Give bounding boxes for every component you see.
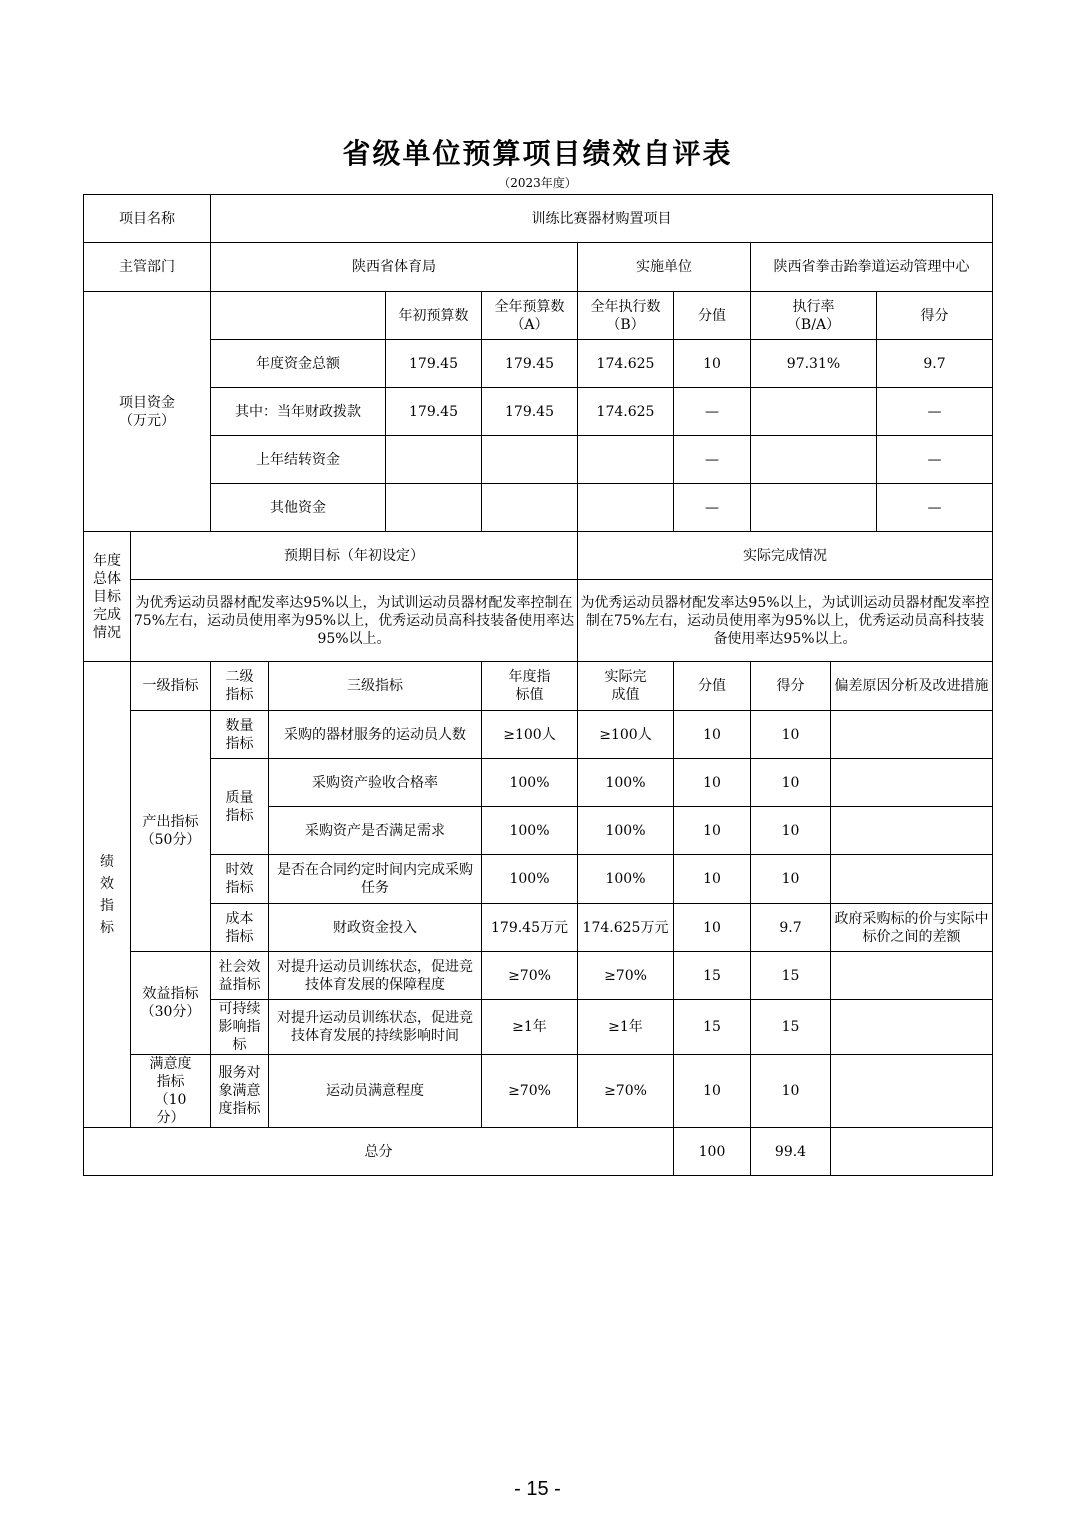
deviation-note — [831, 711, 993, 759]
funds-score-value: — — [674, 436, 751, 484]
goal-label: 年度总体目标完成情况 — [84, 532, 131, 662]
level2-indicator: 成本指标 — [211, 904, 269, 952]
deviation-note — [831, 952, 993, 1000]
project-name-row — [84, 195, 993, 243]
expected-goal-label: 预期目标（年初设定） — [131, 532, 578, 580]
total-score: 99.4 — [751, 1128, 831, 1176]
total-points: 100 — [674, 1128, 751, 1176]
funds-blank-cell — [211, 292, 386, 340]
self-evaluation-table — [83, 194, 993, 1176]
indicator-header: 偏差原因分析及改进措施 — [831, 662, 993, 711]
funds-score: — — [877, 436, 993, 484]
level3-indicator: 对提升运动员训练状态，促进竞技体育发展的保障程度 — [269, 952, 482, 1000]
level3-indicator: 财政资金投入 — [269, 904, 482, 952]
score: 10 — [751, 711, 831, 759]
actual-value: ≥1年 — [578, 1000, 674, 1055]
funds-header: 全年预算数（A） — [482, 292, 578, 340]
level2-indicator: 服务对象满意度指标 — [211, 1055, 269, 1128]
score: 10 — [751, 1055, 831, 1128]
goal-header-row — [84, 532, 993, 580]
score: 15 — [751, 952, 831, 1000]
indicator-row — [84, 1055, 993, 1128]
target-value: 100% — [482, 759, 578, 807]
project-name-label: 项目名称 — [84, 195, 211, 243]
total-row — [84, 1128, 993, 1176]
actual-value: ≥100人 — [578, 711, 674, 759]
points: 10 — [674, 904, 751, 952]
funds-score-value: — — [674, 388, 751, 436]
funds-row — [84, 484, 993, 532]
funds-budget — [482, 436, 578, 484]
score: 15 — [751, 1000, 831, 1055]
funds-row-name: 其他资金 — [211, 484, 386, 532]
actual-value: 100% — [578, 807, 674, 855]
points: 15 — [674, 952, 751, 1000]
deviation-note — [831, 759, 993, 807]
level2-indicator: 时效指标 — [211, 855, 269, 904]
funds-budget — [482, 484, 578, 532]
points: 10 — [674, 1055, 751, 1128]
actual-value: 100% — [578, 759, 674, 807]
indicator-row — [84, 759, 993, 807]
dept-value: 陕西省体育局 — [211, 243, 578, 292]
indicator-header: 年度指标值 — [482, 662, 578, 711]
funds-init — [386, 436, 482, 484]
funds-budget: 179.45 — [482, 388, 578, 436]
level2-indicator: 质量指标 — [211, 759, 269, 855]
funds-row — [84, 388, 993, 436]
indicator-header: 得分 — [751, 662, 831, 711]
funds-row — [84, 340, 993, 388]
funds-header: 分值 — [674, 292, 751, 340]
points: 15 — [674, 1000, 751, 1055]
target-value: 100% — [482, 855, 578, 904]
funds-budget: 179.45 — [482, 340, 578, 388]
funds-exec: 174.625 — [578, 388, 674, 436]
level3-indicator: 采购的器材服务的运动员人数 — [269, 711, 482, 759]
funds-header: 年初预算数 — [386, 292, 482, 340]
level2-indicator: 可持续影响指标 — [211, 1000, 269, 1055]
deviation-note — [831, 807, 993, 855]
points: 10 — [674, 807, 751, 855]
funds-exec — [578, 436, 674, 484]
total-note — [831, 1128, 993, 1176]
target-value: ≥70% — [482, 1055, 578, 1128]
dept-label: 主管部门 — [84, 243, 211, 292]
deviation-note — [831, 1055, 993, 1128]
indicators-label: 绩效指标 — [84, 662, 131, 1128]
funds-rate — [751, 436, 877, 484]
funds-score: — — [877, 484, 993, 532]
indicator-header: 二级指标 — [211, 662, 269, 711]
points: 10 — [674, 759, 751, 807]
impl-unit-label: 实施单位 — [578, 243, 751, 292]
level3-indicator: 采购资产验收合格率 — [269, 759, 482, 807]
funds-exec — [578, 484, 674, 532]
actual-value: 174.625万元 — [578, 904, 674, 952]
funds-row-name: 年度资金总额 — [211, 340, 386, 388]
funds-label: 项目资金（万元） — [84, 292, 211, 532]
indicators-header-row — [84, 662, 993, 711]
level3-indicator: 运动员满意程度 — [269, 1055, 482, 1128]
funds-score-value: 10 — [674, 340, 751, 388]
page-title: 省级单位预算项目绩效自评表 — [342, 137, 733, 170]
level3-indicator: 对提升运动员训练状态，促进竞技体育发展的持续影响时间 — [269, 1000, 482, 1055]
actual-completion-label: 实际完成情况 — [578, 532, 993, 580]
points: 10 — [674, 855, 751, 904]
department-row — [84, 243, 993, 292]
deviation-note: 政府采购标的价与实际中标价之间的差额 — [831, 904, 993, 952]
goal-content-row — [84, 580, 993, 662]
total-label: 总分 — [84, 1128, 674, 1176]
funds-init: 179.45 — [386, 340, 482, 388]
funds-row-name: 上年结转资金 — [211, 436, 386, 484]
indicator-row — [84, 952, 993, 1000]
indicator-row — [84, 711, 993, 759]
expected-goal-text: 为优秀运动员器材配发率达95%以上，为试训运动员器材配发率控制在75%左右，运动员使用率为95%以上，优秀运动员高科技装备使用率达95%以上。 — [131, 580, 578, 662]
score: 10 — [751, 759, 831, 807]
points: 10 — [674, 711, 751, 759]
indicator-header: 一级指标 — [131, 662, 211, 711]
indicator-header: 分值 — [674, 662, 751, 711]
target-value: ≥1年 — [482, 1000, 578, 1055]
funds-score: 9.7 — [877, 340, 993, 388]
funds-row — [84, 436, 993, 484]
year-subtitle: （2023年度） — [498, 176, 577, 190]
deviation-note — [831, 855, 993, 904]
level2-indicator: 数量指标 — [211, 711, 269, 759]
level2-indicator: 社会效益指标 — [211, 952, 269, 1000]
impl-unit-value: 陕西省拳击跆拳道运动管理中心 — [751, 243, 993, 292]
funds-score-value: — — [674, 484, 751, 532]
deviation-note — [831, 1000, 993, 1055]
target-value: 179.45万元 — [482, 904, 578, 952]
target-value: ≥100人 — [482, 711, 578, 759]
score: 10 — [751, 855, 831, 904]
level1-indicator: 效益指标（30分） — [131, 952, 211, 1055]
actual-completion-text: 为优秀运动员器材配发率达95%以上，为试训运动员器材配发率控制在75%左右，运动员使用率为95%以上，优秀运动员高科技装备使用率达95%以上。 — [578, 580, 993, 662]
target-value: ≥70% — [482, 952, 578, 1000]
funds-row-name: 其中：当年财政拨款 — [211, 388, 386, 436]
funds-rate: 97.31% — [751, 340, 877, 388]
funds-header-row — [84, 292, 993, 340]
project-name-value: 训练比赛器材购置项目 — [211, 195, 993, 243]
level1-indicator: 产出指标（50分） — [131, 711, 211, 952]
funds-score: — — [877, 388, 993, 436]
funds-init — [386, 484, 482, 532]
actual-value: ≥70% — [578, 1055, 674, 1128]
funds-header: 全年执行数（B） — [578, 292, 674, 340]
indicator-row — [84, 855, 993, 904]
page-number: - 15 - — [514, 1478, 561, 1500]
level1-indicator: 满意度指标（10分） — [131, 1055, 211, 1128]
funds-rate — [751, 484, 877, 532]
indicator-header: 三级指标 — [269, 662, 482, 711]
indicator-row — [84, 1000, 993, 1055]
level3-indicator: 采购资产是否满足需求 — [269, 807, 482, 855]
indicator-row — [84, 904, 993, 952]
funds-rate — [751, 388, 877, 436]
target-value: 100% — [482, 807, 578, 855]
funds-header: 得分 — [877, 292, 993, 340]
score: 9.7 — [751, 904, 831, 952]
level3-indicator: 是否在合同约定时间内完成采购任务 — [269, 855, 482, 904]
actual-value: ≥70% — [578, 952, 674, 1000]
indicator-header: 实际完成值 — [578, 662, 674, 711]
funds-init: 179.45 — [386, 388, 482, 436]
funds-exec: 174.625 — [578, 340, 674, 388]
funds-header: 执行率（B/A） — [751, 292, 877, 340]
score: 10 — [751, 807, 831, 855]
actual-value: 100% — [578, 855, 674, 904]
